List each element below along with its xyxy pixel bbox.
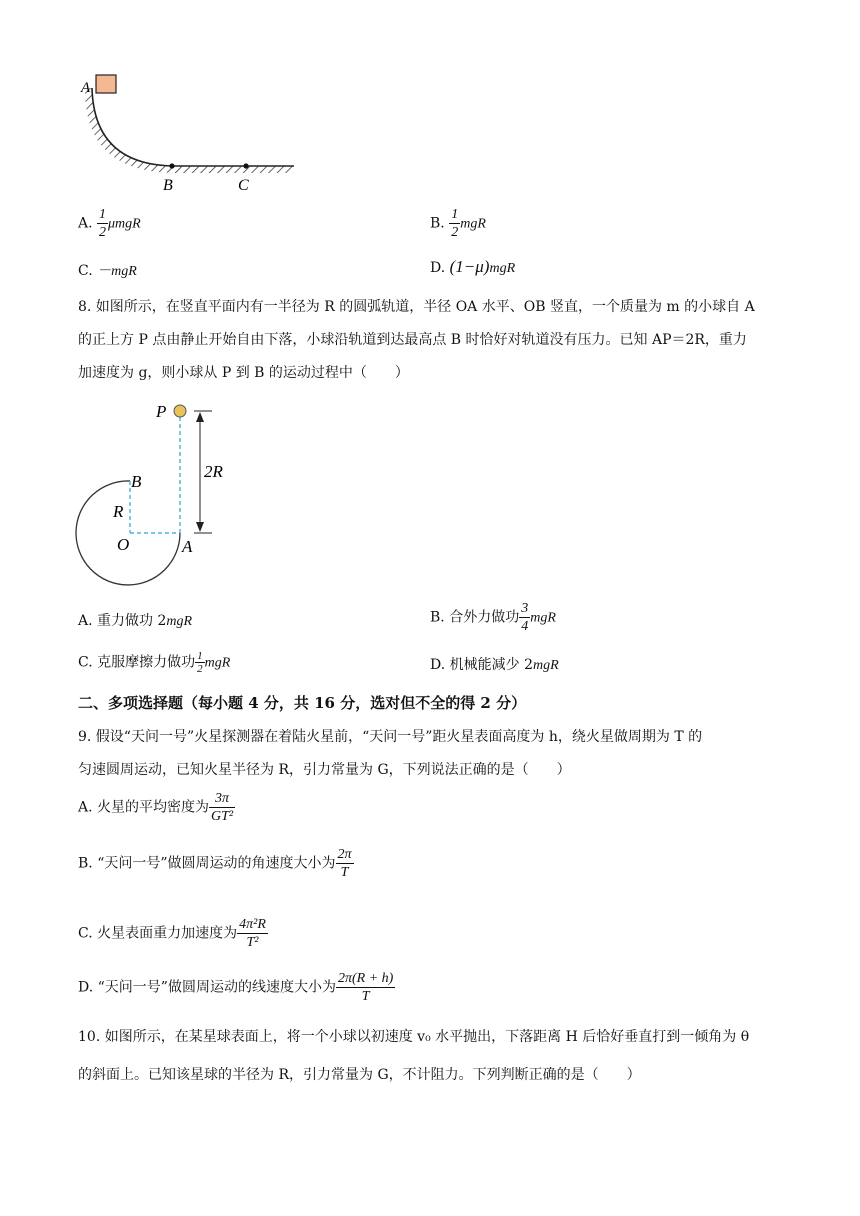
- q9-option-b: B. “天问一号”做圆周运动的角速度大小为 $\frac{2\pi}{T}$: [78, 847, 352, 880]
- q8-line-2: 的正上方 P 点由静止开始自由下落，小球沿轨道到达最高点 B 时恰好对轨道没有压力。已知 AP＝2R，重力: [78, 332, 747, 348]
- point-c-dot: [243, 163, 248, 168]
- fig2-label-r: R: [113, 502, 124, 521]
- q8-option-c: C. 克服摩擦力做功 $\frac{1}{2}$ mgR: [78, 650, 231, 675]
- fig2-label-a: A: [182, 537, 193, 556]
- fraction: $\frac{1}{2}$: [197, 650, 203, 675]
- q10-line-1: 10. 如图所示，在某星球表面上，将一个小球以初速度 v₀ 水平抛出，下落距离 H 后恰好垂直打到一倾角为 θ: [78, 1029, 750, 1045]
- point-b-dot: [169, 163, 174, 168]
- fraction: $\frac{\text{4π²R}}{\text{T²}}$: [239, 917, 266, 950]
- track-figure: [74, 70, 304, 200]
- fig1-label-b: B: [163, 177, 173, 194]
- fig1-label-a: A: [81, 80, 91, 96]
- q9-line-2: 匀速圆周运动，已知火星半径为 R，引力常量为 G，下列说法正确的是（ ）: [78, 762, 571, 778]
- q9-option-a: A. 火星的平均密度为 $\frac{3\pi}{\text{GT²}}$: [78, 791, 234, 824]
- fig2-label-p: P: [156, 402, 167, 421]
- q9-option-d: D. “天问一号”做圆周运动的线速度大小为 $\frac{2\pi(R + h)}{T}$: [78, 971, 394, 1004]
- q8-option-a: A. 重力做功 2mgR: [78, 613, 193, 629]
- fraction: $\frac{3\pi}{\text{GT²}}$: [211, 791, 234, 824]
- fraction: $\frac{2\pi}{T}$: [337, 847, 352, 880]
- circular-track-figure: [70, 395, 270, 595]
- q7-option-c: C. －mgR: [78, 263, 137, 279]
- q8-option-b: B. 合外力做功 $\frac{3}{4}$ mgR: [430, 601, 556, 634]
- fraction: $\frac{3}{4}$: [521, 601, 529, 634]
- fig2-label-2r: 2R: [204, 462, 223, 481]
- block-a: [96, 75, 116, 93]
- q7-option-d: D. (1−μ)mgR: [430, 257, 516, 276]
- q10-line-2: 的斜面上。已知该星球的半径为 R，引力常量为 G，不计阻力。下列判断正确的是（ ）: [78, 1067, 641, 1083]
- ball-p: [174, 405, 186, 417]
- fraction: $\frac{1}{2}$: [451, 207, 459, 240]
- q8-option-d: D. 机械能减少 2mgR: [430, 657, 559, 673]
- circular-arc: [76, 481, 180, 585]
- fig1-label-c: C: [238, 177, 249, 194]
- fig2-label-b: B: [131, 472, 142, 491]
- section-heading: 二、多项选择题（每小题 4 分，共 16 分，选对但不全的得 2 分）: [78, 694, 527, 712]
- q9-line-1: 9. 假设“天问一号”火星探测器在着陆火星前，“天问一号”距火星表面高度为 h，绕火星做周期为 T 的: [78, 729, 703, 745]
- fraction: $\frac{1}{2}$: [99, 207, 107, 240]
- q8-line-1: 8. 如图所示，在竖直平面内有一半径为 R 的圆弧轨道，半径 OA 水平、OB 竖直，一个质量为 m 的小球自 A: [78, 299, 755, 315]
- q7-option-b: B. $\frac{1}{2}$ mgR: [430, 207, 486, 240]
- fig2-label-o: O: [117, 535, 130, 554]
- q7-option-a: A. $\frac{1}{2}$ μmgR: [78, 207, 141, 240]
- fraction: $\frac{2\pi(R + h)}{T}$: [337, 971, 394, 1004]
- q8-line-3: 加速度为 g，则小球从 P 到 B 的运动过程中（ ）: [78, 365, 409, 381]
- q9-option-c: C. 火星表面重力加速度为 $\frac{\text{4π²R}}{\text{T²}}$: [78, 917, 266, 950]
